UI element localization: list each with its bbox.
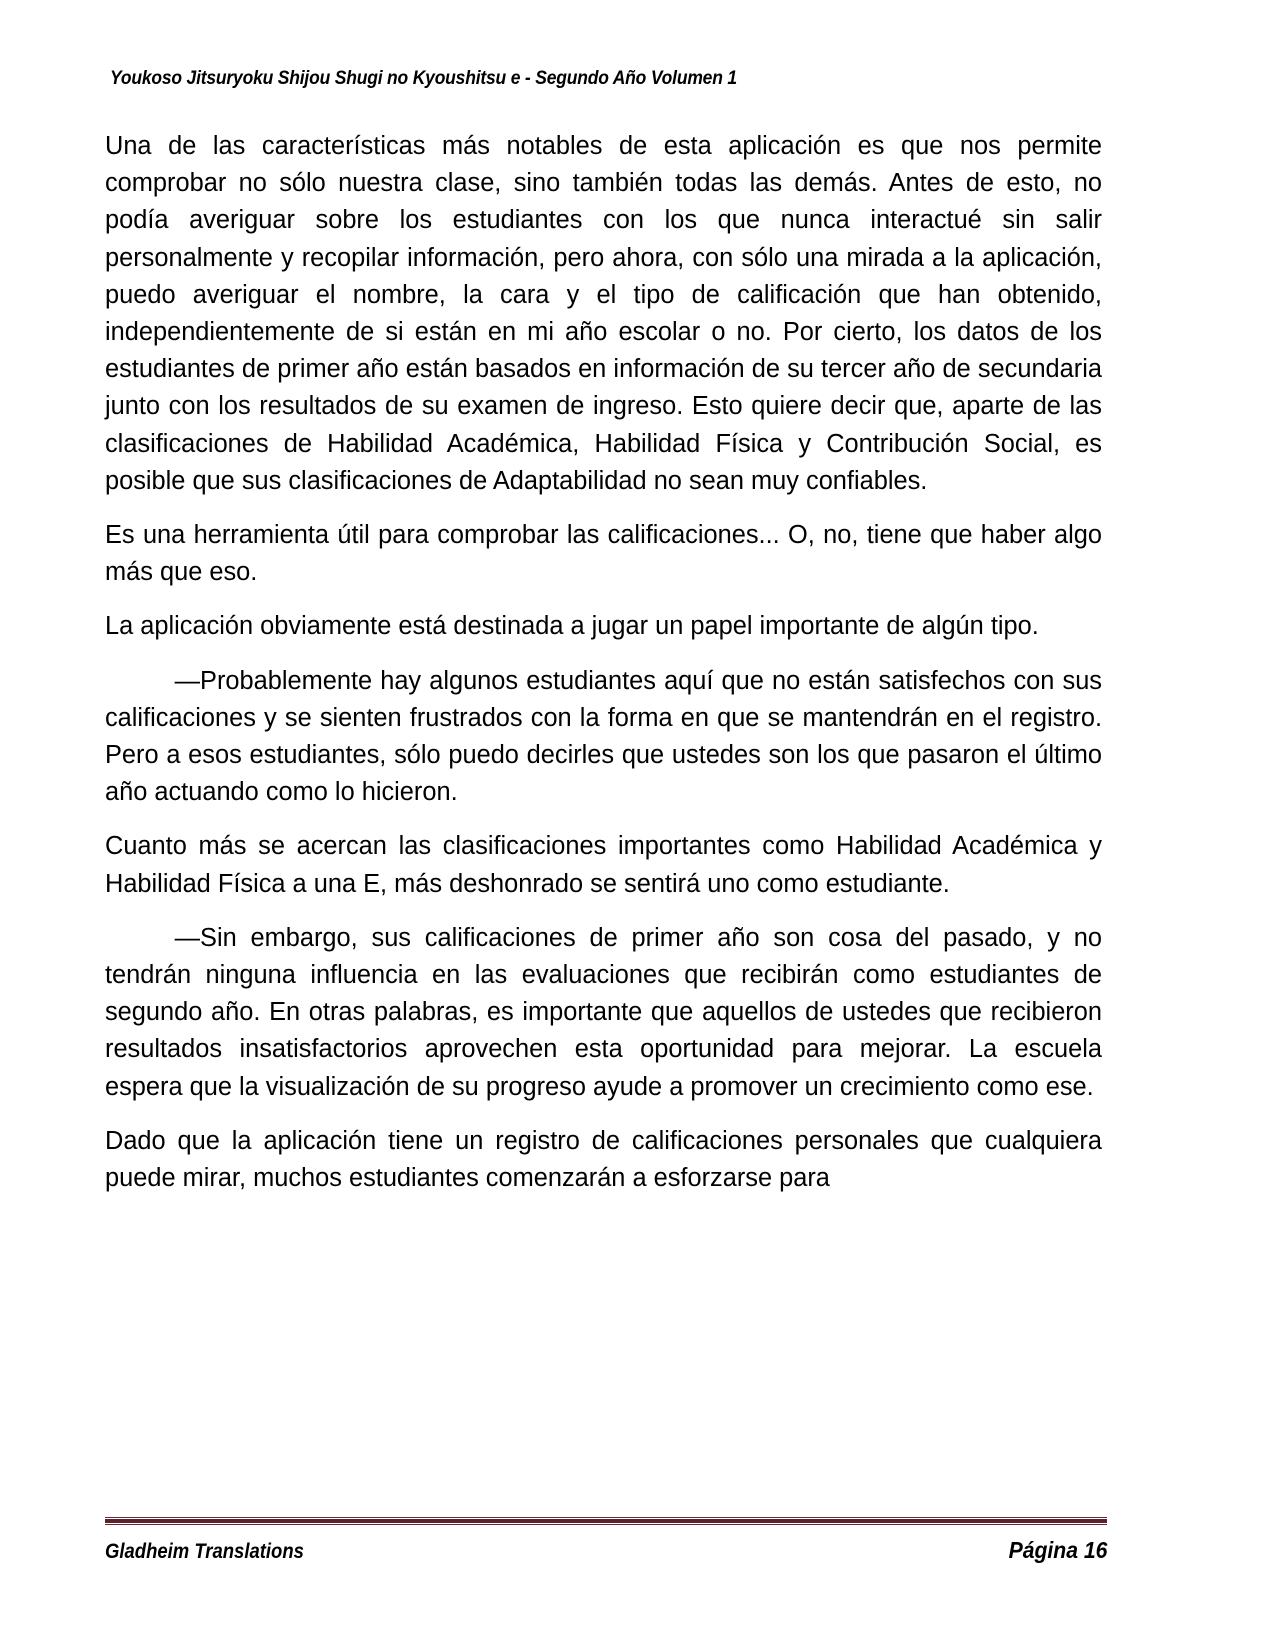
body-paragraph: Dado que la aplicación tiene un registro de calificaciones personales que cualquiera puede mirar, muchos estudiantes comenzarán a esforzarse para xyxy=(105,1126,1102,1193)
document-footer xyxy=(105,1517,1107,1564)
body-paragraph: Cuanto más se acercan las clasificaciones importantes como Habilidad Académica y Habilidad Física a una E, más deshonrado se sentirá uno como estudiante. xyxy=(105,832,1102,898)
body-paragraph: Una de las características más notables de esta aplicación es que nos permite comprobar no sólo nuestra clase, sino también todas las demás. Antes de esto, no podía averiguar sobre los estudiantes con los que nunca interactué sin salir personalmente y recopilar información, pero ahora, con sólo una mirada a la aplicación, puedo averiguar el nombre, la cara y el tipo de calificación que han obtenido, independientemente de si están en mi año escolar o no. Por cierto, los datos de los estudiantes de primer año están basados en información de su tercer año de secundaria junto con los resultados de su examen de ingreso. Esto quiere decir que, aparte de las clasificaciones de Habilidad Académica, Habilidad Física y Contribución Social, es posible que sus clasificaciones de Adaptabilidad no sean muy confiables. xyxy=(105,132,1102,495)
footer-translator-credit: Gladheim Translations xyxy=(105,1540,304,1563)
footer-divider-rule xyxy=(105,1517,1107,1525)
document-body xyxy=(105,128,1107,1197)
header-title: Youkoso Jitsuryoku Shijou Shugi no Kyoushitsu e - Segundo Año Volumen 1 xyxy=(110,68,737,89)
body-paragraph: Es una herramienta útil para comprobar las calificaciones... O, no, tiene que haber algo más que eso. xyxy=(105,521,1102,587)
body-paragraph-dialogue: —Sin embargo, sus calificaciones de primer año son cosa del pasado, y no tendrán ninguna influencia en las evaluaciones que recibirán como estudiantes de segundo año. En otras palabras, es importante que aquellos de ustedes que recibieron resultados insatisfactorios aprovechen esta oportunidad para mejorar. La escuela espera que la visualización de su progreso ayude a promover un crecimiento como ese. xyxy=(105,923,1102,1101)
body-paragraph: La aplicación obviamente está destinada a jugar un papel importante de algún tipo. xyxy=(105,612,1039,641)
footer-page-number: Página 16 xyxy=(1008,1537,1107,1563)
body-paragraph-dialogue: —Probablemente hay algunos estudiantes aquí que no están satisfechos con sus calificaciones y se sienten frustrados con la forma en que se mantendrán en el registro. Pero a esos estudiantes, sólo puedo decirles que ustedes son los que pasaron el último año actuando como lo hicieron. xyxy=(105,666,1102,807)
document-header xyxy=(110,68,1110,90)
footer-row xyxy=(105,1537,1107,1564)
